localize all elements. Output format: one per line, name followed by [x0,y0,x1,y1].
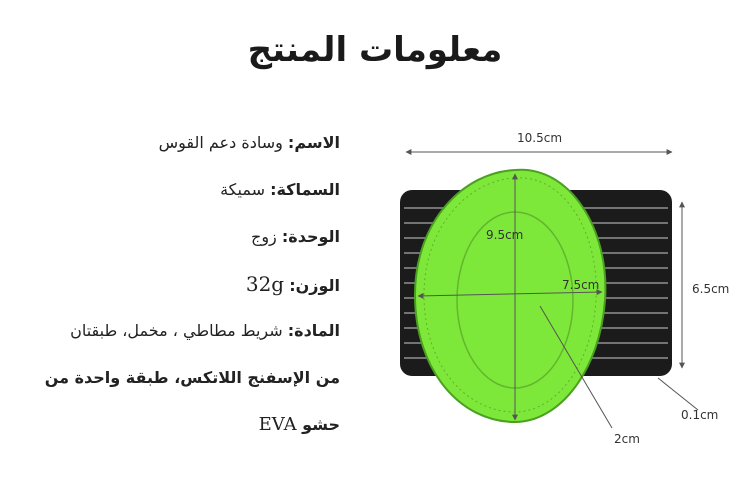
spec-thickness-value: سميكة [220,180,265,199]
spec-material [10,314,340,361]
spec-name-label: الاسم: [287,133,340,152]
dim-thickness: 0.1cm [681,408,719,422]
spec-unit [10,220,340,267]
spec-weight [10,267,340,314]
spec-material-eva: EVA [258,414,297,435]
page-title: معلومات المنتج [247,30,503,70]
spec-material-label: المادة: [287,321,340,340]
spec-material-value: شريط مطاطي ، مخمل، طبقتان [70,321,283,340]
spec-thickness-label: السماكة: [270,180,340,199]
dim-foam: 2cm [614,432,640,446]
dim-band-height: 6.5cm [692,282,730,296]
spec-list [10,126,340,455]
dim-pad-width: 7.5cm [562,278,600,292]
spec-weight-label: الوزن: [289,276,340,295]
spec-unit-value: زوج [250,227,277,246]
spec-unit-label: الوحدة: [281,227,340,246]
spec-material-line3 [10,408,340,455]
spec-weight-value: 32g [245,272,285,296]
dim-width-total: 10.5cm [517,131,563,145]
thickness-leader [658,378,698,410]
spec-material-line2: من الإسفنج اللاتكس، طبقة واحدة من [44,368,340,387]
spec-name [10,126,340,173]
spec-name-value: وسادة دعم القوس [158,133,283,152]
spec-material-line3-text: حشو [302,415,340,434]
dim-pad-length: 9.5cm [486,228,524,242]
spec-thickness [10,173,340,220]
product-figure [380,110,750,470]
